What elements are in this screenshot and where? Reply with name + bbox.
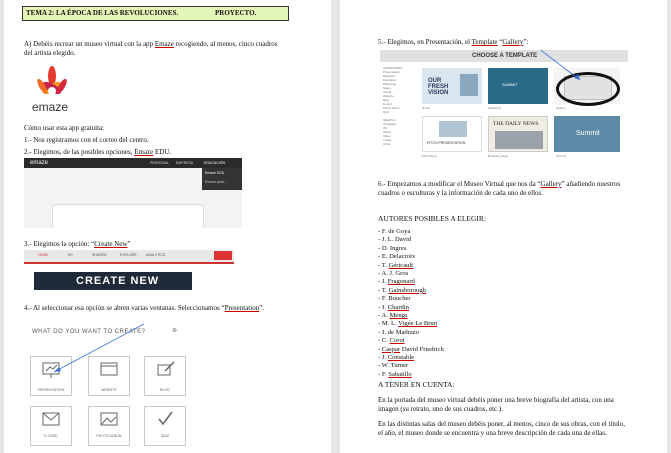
- template-title-5: Summit: [576, 130, 600, 137]
- author-item: - Caspar David Friedrich: [378, 345, 444, 353]
- nav-item-empresa[interactable]: EMPRESA: [176, 161, 194, 165]
- choose-template-title: CHOOSE A TEMPLATE: [472, 53, 538, 59]
- sidebar-cat-13[interactable]: Templates: [383, 122, 397, 126]
- step-6: 6.- Empezamos a modificar el Museo Virtual que nos da “Gallery” añadiendo nuestros cuadros o esculturas y la información de cada uno de ellos.: [378, 180, 621, 197]
- emaze-logo-text: emaze: [32, 100, 69, 114]
- notice-paragraph-1: En la portada del museo virtual debéis poner una breve biografía del artista, con una imagen (su retrato, uno de sus cuadros, etc.).: [378, 396, 614, 413]
- step-4: 4.- Al seleccionar esa opción se abren varias ventanas. Seleccionamos “Presentation”.: [24, 304, 265, 312]
- page-preview: [52, 204, 204, 228]
- author-item: - F. Boucher: [378, 295, 411, 303]
- create-dialog-screenshot: [24, 322, 194, 450]
- create-new-button[interactable]: [34, 272, 192, 290]
- sidebar-cat-5[interactable]: Sales: [383, 86, 391, 90]
- sidebar-cat-12: SEARCH: [383, 118, 396, 122]
- author-item: - A. Mengs: [378, 312, 408, 319]
- template-title-3: PITCH PRESENTATION: [427, 141, 466, 145]
- sidebar-cat-3[interactable]: Education: [383, 78, 397, 82]
- nav-item-educacion[interactable]: EDUCACIÓN: [204, 161, 226, 165]
- option-blog-label: BLOG: [160, 388, 170, 392]
- create-new-label: CREATE NEW: [76, 275, 160, 287]
- sidebar-cat-6[interactable]: Social: [383, 90, 392, 94]
- sidebar-cat-8[interactable]: Blog: [383, 98, 390, 102]
- template-title-0: OUR FRESH VISION: [428, 78, 449, 96]
- annotation-arrow: [24, 322, 194, 450]
- author-item: - A. J. Gros: [378, 270, 409, 277]
- intro-paragraph: A) Debéis recrear un museo virtual con la app Emaze recogiendo, al menos, cinco cuadros del artista elegido.: [24, 40, 278, 57]
- sidebar-cat-7[interactable]: Website: [383, 94, 394, 98]
- emaze-flower-icon: [30, 66, 74, 100]
- close-icon[interactable]: ⊗: [172, 328, 178, 334]
- template-chooser-screenshot: [380, 50, 628, 162]
- header-box: [22, 6, 289, 21]
- step-2: 2.- Elegimos, de las posibles opciones, Emaze EDU.: [24, 148, 172, 156]
- template-title-1: SUMMIT: [502, 82, 518, 87]
- option-website-label: WEBSITE: [101, 388, 117, 392]
- option-presentation-label: PRESENTATION: [37, 388, 65, 392]
- template-label-academic: Academic: [488, 106, 502, 110]
- template-label-news: Breaking News: [488, 154, 509, 158]
- sidebar-cat-10[interactable]: Photo album: [383, 106, 400, 110]
- author-item: - J. Chardin: [378, 303, 409, 311]
- sidebar-cat-17[interactable]: Image: [383, 138, 392, 142]
- sidebar-cat-16[interactable]: Video: [383, 134, 391, 138]
- nav2-explore[interactable]: EXPLORE: [120, 253, 137, 257]
- option-photo-album-label: PHOTO ALBUM: [96, 434, 122, 438]
- author-item: - J. de Madrazo: [378, 328, 420, 336]
- author-item: - M. L. Vigée Le Brun: [378, 320, 438, 328]
- sidebar-cat-18[interactable]: Other: [383, 142, 391, 146]
- sidebar-cat-0: CATEGORIES: [383, 66, 403, 70]
- author-item: - J. Fragonard: [378, 278, 415, 286]
- authors-heading: AUTORES POSIBLES A ELEGIR:: [378, 214, 486, 223]
- document-page-left: [4, 0, 331, 453]
- nav2-home[interactable]: HOME: [38, 253, 49, 257]
- sidebar-cat-9[interactable]: E-card: [383, 102, 392, 106]
- header-project: PROYECTO.: [215, 9, 257, 17]
- annotation-arrow-2: [380, 50, 628, 162]
- template-label-gallery: Gallery: [556, 106, 566, 110]
- dropdown-item-other[interactable]: Emaze para...: [205, 180, 227, 184]
- author-item: - E. Delacroix: [378, 253, 416, 261]
- dashboard-navbar: [24, 250, 234, 264]
- author-item: - J. L. David: [378, 236, 412, 244]
- author-item: - F. Sabatillo: [378, 370, 412, 378]
- author-item: - J. Constable: [378, 354, 415, 361]
- sidebar-cat-14[interactable]: 3D: [383, 126, 387, 130]
- step-3: 3.- Elegimos la opción: “Create New”: [24, 240, 131, 248]
- nav-logo[interactable]: emaze: [30, 160, 49, 166]
- emaze-navbar: [24, 158, 242, 168]
- nav2-analytics[interactable]: ANALYTICS: [146, 253, 166, 257]
- sidebar-cat-15[interactable]: Slides: [383, 130, 392, 134]
- author-item: - T. Gainsborough: [378, 286, 426, 294]
- author-item: - F. de Goya: [378, 228, 411, 235]
- emaze-logo: [30, 66, 74, 116]
- step-5: 5.- Elegimos, en Presentación, el Template “Gallery”:: [378, 38, 529, 46]
- education-dropdown: [202, 168, 242, 190]
- author-item: - C. Corot: [378, 337, 405, 345]
- header-title: TEMA 2: LA ÉPOCA DE LAS REVOLUCIONES.: [26, 9, 179, 17]
- sidebar-cat-1[interactable]: Presentation: [383, 70, 400, 74]
- notice-paragraph-2: En las distintas salas del museo debéis poner, al menos, cinco de sus obras, con el título, el año, el museo donde se encuentra y una breve descripción de cada una de ellas.: [378, 420, 626, 437]
- sidebar-cat-11[interactable]: Quiz: [383, 110, 390, 114]
- nav2-red-block: [214, 251, 232, 260]
- how-to-heading: Cómo usar esta app gratuita:: [24, 124, 105, 132]
- nav2-my[interactable]: MY: [68, 253, 74, 257]
- template-title-4: THE DAILY NEWS: [493, 121, 539, 127]
- author-item: - D. Ingres: [378, 244, 407, 252]
- nav-item-personal[interactable]: PERSONAL: [150, 161, 170, 165]
- emaze-nav-screenshot: [24, 158, 242, 228]
- step-1: 1.- Nos registramos con el correo del centro.: [24, 136, 149, 144]
- document-page-right: [340, 0, 667, 453]
- template-label-home: Home: [422, 106, 431, 110]
- option-ecard-label: E-CARD: [44, 434, 58, 438]
- option-quiz-label: QUIZ: [160, 434, 170, 438]
- create-new-screenshot: [24, 250, 234, 294]
- nav2-shared[interactable]: SHARED: [92, 253, 107, 257]
- dropdown-item-emaze-edu[interactable]: Emaze EDU: [205, 171, 225, 175]
- template-label-summit: Summit: [556, 154, 567, 158]
- template-label-pitch: Pitch Deck: [422, 154, 437, 158]
- author-item: - T. Géricault: [378, 261, 414, 269]
- author-item: - W. Turner: [378, 362, 409, 370]
- sidebar-cat-2[interactable]: Business: [383, 74, 396, 78]
- create-dialog-question: WHAT DO YOU WANT TO CREATE?: [32, 329, 146, 335]
- sidebar-cat-4[interactable]: Marketing: [383, 82, 397, 86]
- notice-heading: A TENER EN CUENTA:: [378, 380, 455, 389]
